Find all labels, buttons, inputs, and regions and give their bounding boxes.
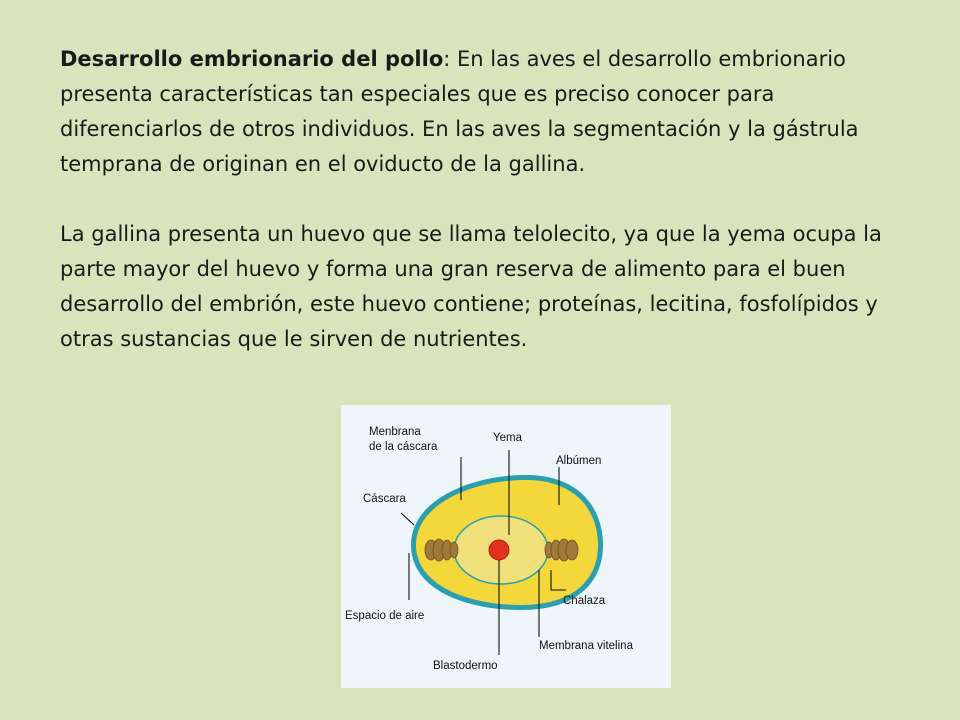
paragraph-1 — [60, 42, 920, 182]
paragraph-2-body: La gallina presenta un huevo que se llama telolecito, ya que la yema ocupa la parte mayor del huevo y forma una gran reserva de alimento para el buen desarrollo del embrión, este huevo contiene; proteínas, lecitina, fosfolípidos y otras sustancias que le sirven de nutrientes. — [60, 222, 882, 351]
label-albumen: Albúmen — [556, 455, 602, 467]
paragraph-1-body: En las aves el desarrollo embrionario presenta características tan especiales que es preciso conocer para diferenciarlos de otros individuos. En las aves la segmentación y la gástrula temprana de originan en el oviducto de la gallina. — [60, 47, 859, 176]
paragraph-1-title: Desarrollo embrionario del pollo — [60, 47, 444, 71]
paragraph-2 — [60, 217, 920, 357]
label-espacio-aire: Espacio de aire — [345, 610, 425, 622]
chalaza-right — [545, 539, 578, 561]
label-cascara: Cáscara — [363, 493, 406, 505]
label-membrana-cascara-1: Menbrana — [369, 426, 421, 438]
blastoderm — [489, 540, 509, 560]
chalaza-left — [425, 539, 458, 561]
paragraph-1-colon: : — [443, 47, 451, 71]
egg-diagram-svg — [341, 405, 671, 688]
text-content — [60, 42, 920, 357]
label-blastodermo: Blastodermo — [433, 660, 498, 672]
label-membrana-vitelina: Membrana vitelina — [539, 640, 633, 652]
label-chalaza: Chalaza — [563, 595, 606, 607]
egg-diagram — [341, 405, 671, 688]
leader-cascara — [401, 513, 414, 525]
label-yema: Yema — [493, 432, 522, 444]
label-membrana-cascara-2: de la cáscara — [369, 441, 438, 453]
